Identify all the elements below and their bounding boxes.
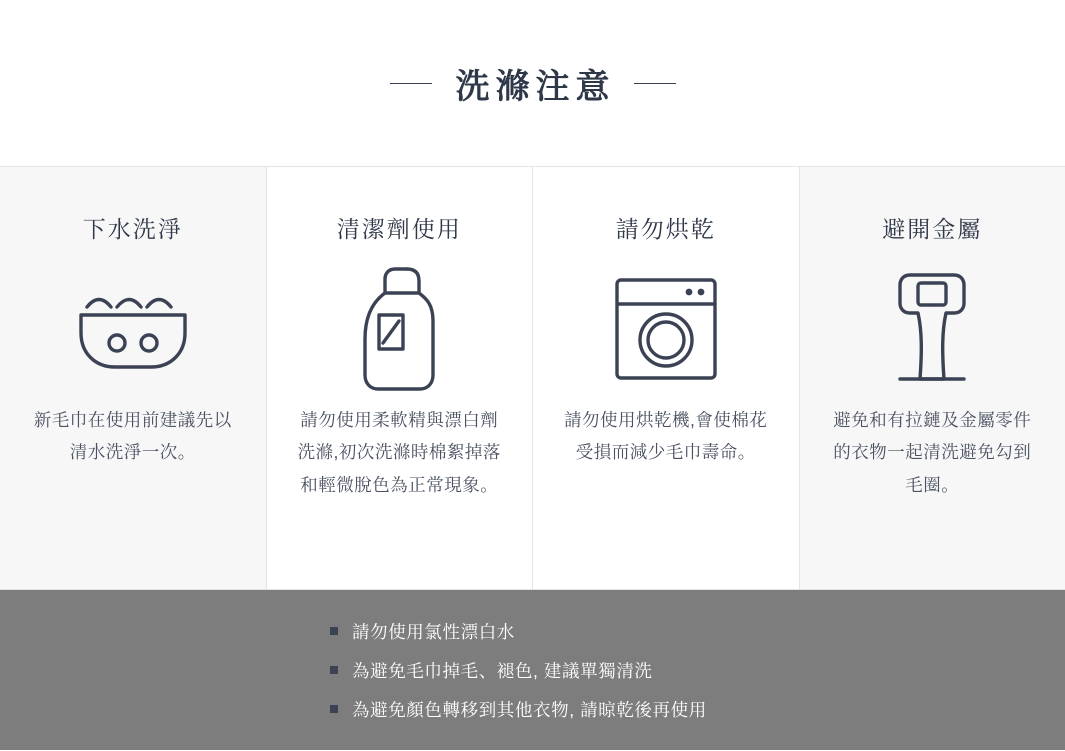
footer-note-item — [330, 697, 1065, 722]
care-card-wash — [0, 167, 267, 589]
wash-basin-icon — [73, 254, 193, 404]
care-card-description: 請勿使用柔軟精與漂白劑洗滌,初次洗滌時棉絮掉落和輕微脫色為正常現象。 — [297, 410, 501, 495]
care-card-detergent — [267, 167, 534, 589]
footer-note-item — [330, 658, 1065, 683]
care-card-description: 請勿使用烘乾機,會使棉花受損而減少毛巾壽命。 — [564, 410, 768, 463]
care-card-avoid-metal — [800, 167, 1065, 589]
footer-note-text: 為避免毛巾掉毛、褪色, 建議單獨清洗 — [352, 660, 653, 681]
care-card-title: 清潔劑使用 — [336, 216, 462, 242]
no-tumble-dry-icon — [611, 254, 721, 404]
footer-note-item — [330, 619, 1065, 644]
detergent-bottle-icon — [345, 254, 453, 404]
care-card-no-dry — [533, 167, 800, 589]
title-rule-left — [390, 83, 432, 84]
footer-note-text: 請勿使用氯性漂白水 — [352, 621, 515, 642]
care-card-row — [0, 166, 1065, 590]
care-card-description: 避免和有拉鏈及金屬零件的衣物一起清洗避免勾到毛圈。 — [833, 410, 1032, 495]
title-rule-right — [634, 83, 676, 84]
avoid-metal-zipper-icon — [884, 254, 980, 404]
page-title-section — [0, 0, 1065, 166]
bullet-square-icon — [330, 666, 338, 674]
care-card-title: 下水洗淨 — [82, 216, 183, 242]
footer-note-text: 為避免顏色轉移到其他衣物, 請晾乾後再使用 — [352, 699, 707, 720]
bullet-square-icon — [330, 627, 338, 635]
bullet-square-icon — [330, 705, 338, 713]
title-inner — [390, 59, 676, 108]
care-card-title: 避開金屬 — [882, 216, 983, 242]
care-card-title: 請勿烘乾 — [615, 216, 716, 242]
footer-notes — [0, 590, 1065, 750]
page-title: 洗滌注意 — [455, 68, 616, 106]
care-card-description: 新毛巾在使用前建議先以清水洗淨一次。 — [33, 410, 232, 463]
